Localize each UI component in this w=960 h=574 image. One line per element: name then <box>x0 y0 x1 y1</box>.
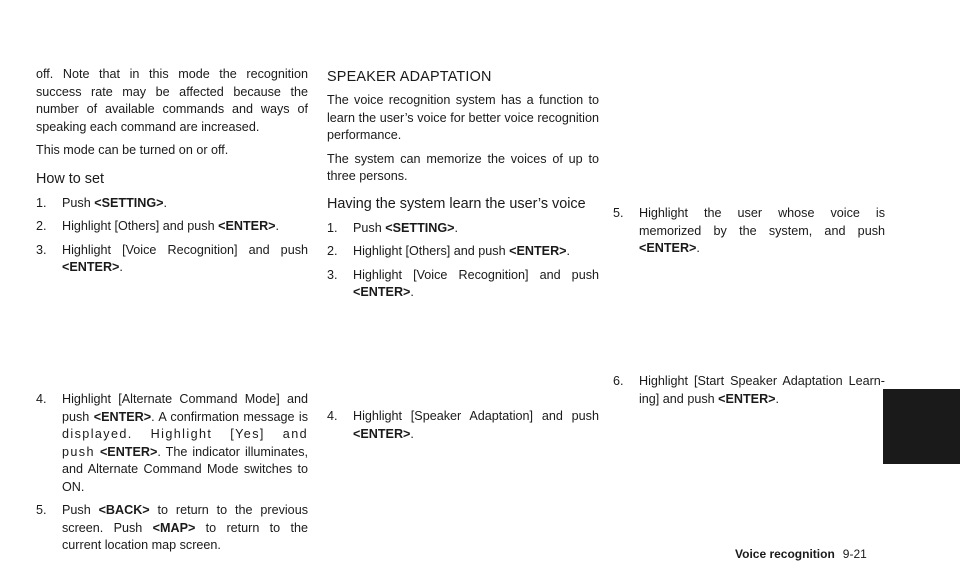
section-heading-speaker-adaptation: SPEAKER ADAPTATION <box>327 69 492 85</box>
footer-section-title: Voice recognition <box>735 547 835 561</box>
list-item: 5. Push <BACK> to return to the previous screen. Push <MAP> to return to the current location map screen. <box>36 503 308 552</box>
list-item: 5. Highlight the user whose voice is memorized by the system, and push <ENTER>. <box>613 206 885 255</box>
steps-list-learn-voice <box>327 220 599 302</box>
list-item: 4. Highlight [Speaker Adaptation] and push <ENTER>. <box>327 409 599 441</box>
column-right-step-6 <box>613 373 885 408</box>
column-left <box>36 66 308 277</box>
section-heading-how-to-set: How to set <box>36 170 104 187</box>
column-middle <box>327 66 599 302</box>
page-number: 9-21 <box>842 547 867 561</box>
list-item: 4. Highlight [Alternate Command Mode] and push <ENTER>. A confirmation message is displayed. Highlight [Yes] and push <ENTER>. The indicator illuminates, and Alternate Command Mode switches to ON. <box>36 392 309 494</box>
list-item: 2. Highlight [Others] and push <ENTER>. <box>327 244 571 258</box>
list-item: 2. Highlight [Others] and push <ENTER>. <box>36 219 280 233</box>
column-right-step-5 <box>613 205 885 258</box>
page-footer <box>735 547 867 561</box>
steps-list-how-to-set <box>36 195 308 277</box>
chapter-tab-marker <box>883 389 960 464</box>
list-item: 3. Highlight [Voice Recognition] and push <ENTER>. <box>327 267 599 299</box>
list-item: 6. Highlight [Start Speaker Adaptation Learn-ing] and push <ENTER>. <box>613 374 885 406</box>
intro-paragraph: off. Note that in this mode the recognition success rate may be affected because the number of available commands and ways of speaking each command are increased. <box>36 67 308 134</box>
paragraph: The system can memorize the voices of up to three persons. <box>327 151 599 183</box>
list-item: 1. Push <SETTING>. <box>327 220 459 235</box>
paragraph: The voice recognition system has a function to learn the user’s voice for better voice recognition performance. <box>327 93 599 142</box>
intro-paragraph-2: This mode can be turned on or off. <box>36 143 229 157</box>
list-item: 3. Highlight [Voice Recognition] and push <ENTER>. <box>36 242 308 274</box>
steps-list-continued <box>36 391 308 555</box>
subheading-learn-voice: Having the system learn the user’s voice <box>327 195 586 212</box>
steps-list-learn-voice-continued <box>327 408 599 443</box>
list-item: 1. Push <SETTING>. <box>36 195 168 210</box>
